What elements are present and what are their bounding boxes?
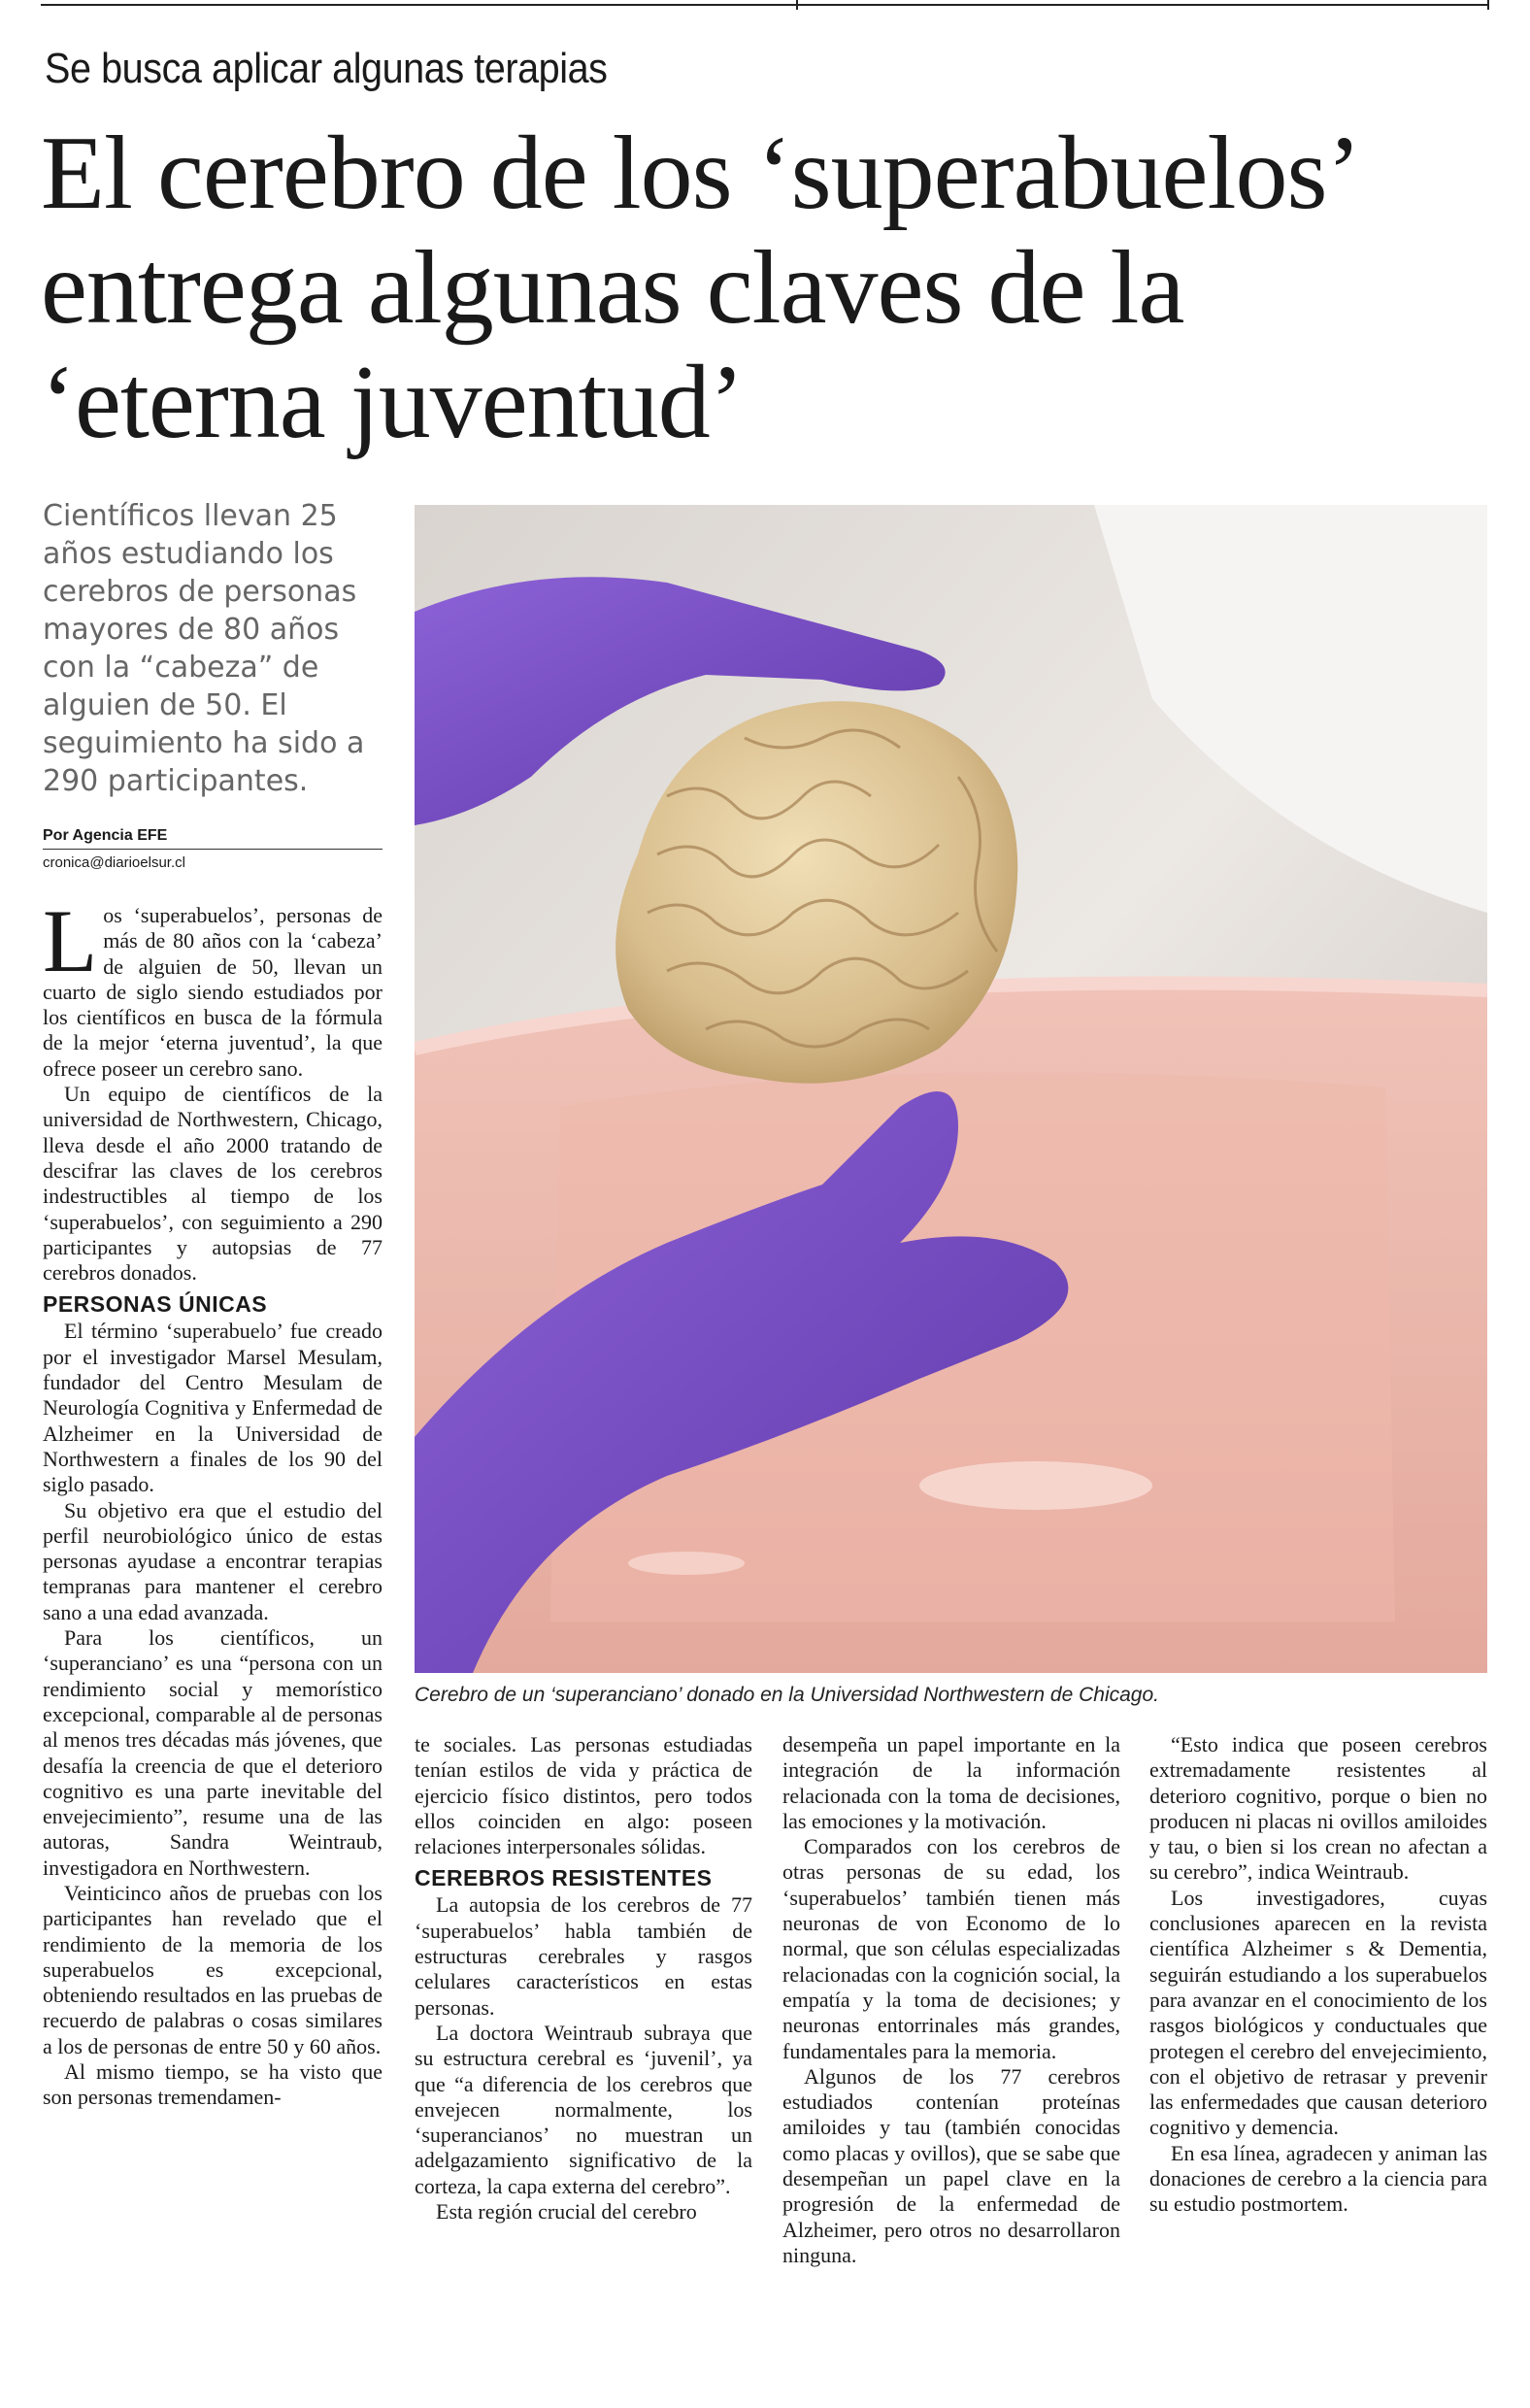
article-paragraph: Algunos de los 77 cerebros estudiados contenían proteínas amiloides y tau (también conocidas como placas y ovillos), que se sabe que desempeñan un papel clave en la progresión de la enfermedad de Alzheimer, pero otros no desarrollaron ninguna.: [782, 2063, 1120, 2267]
headline-line-1: El cerebro de los ‘superabuelos’: [41, 116, 1361, 231]
photo-caption: Cerebro de un ‘superanciano’ donado en la Universidad Northwestern de Chicago.: [415, 1684, 1159, 1706]
headline: [41, 117, 1497, 460]
article-paragraph: te sociales. Las personas estudiadas tenían estilos de vida y práctica de ejercicio físico distintos, pero todos ellos coinciden en algo: poseen relaciones interpersonales sólidas.: [415, 1732, 752, 1859]
article-paragraph: En esa línea, agradecen y animan las donaciones de cerebro a la ciencia para su estudio postmortem.: [1149, 2140, 1487, 2217]
article-paragraph: Veinticinco años de pruebas con los participantes han revelado que el rendimiento de la memoria de los superabuelos es excepcional, obteniendo resultados en las pruebas de recuerdo de palabras o cosas similares a los de personas de entre 50 y 60 años.: [43, 1880, 382, 2058]
kicker: Se busca aplicar algunas terapias: [45, 45, 608, 92]
brain-photo: [415, 505, 1487, 1673]
article-paragraph: Su objetivo era que el estudio del perfil neurobiológico único de estas personas ayudase a encontrar terapias tempranas para mantener el cerebro sano a una edad avanzada.: [43, 1497, 382, 1624]
drop-cap: L: [43, 891, 98, 990]
article-paragraph: Esta región crucial del cerebro: [436, 2199, 697, 2224]
section-heading: CEREBROS RESISTENTES: [415, 1865, 713, 1891]
article-paragraph: El término ‘superabuelo’ fue creado por el investigador Marsel Mesulam, fundador del Centro Mesulam de Neurología Cognitiva y Enfermedad de Alzheimer en la Universidad de Northwestern a finales de los 90 del siglo pasado.: [43, 1319, 382, 1497]
byline: Por Agencia EFE: [43, 827, 382, 850]
article-paragraph: Comparados con los cerebros de otras personas de su edad, los ‘superabuelos’ también tienen más neuronas de von Economo de lo normal, que son células especializadas relacionadas con la cognición social, la empatía y la toma de decisiones; y neuronas entorrinales más grandes, fundamentales para la memoria.: [782, 1834, 1120, 2063]
article-paragraph: La doctora Weintraub subraya que su estructura cerebral es ‘juvenil’, ya que “a diferencia de los cerebros que envejecen normalmente, los ‘superancianos’ no muestran un adelgazamiento significativo de la corteza, la capa externa del cerebro”.: [415, 2020, 752, 2198]
author-email: cronica@diarioelsur.cl: [43, 854, 185, 871]
article-paragraph: La autopsia de los cerebros de 77 ‘superabuelos’ habla también de estructuras cerebrales y rasgos celulares característicos en estas personas.: [415, 1892, 752, 2020]
section-heading: PERSONAS ÚNICAS: [43, 1291, 268, 1318]
article-paragraph: Para los científicos, un ‘superanciano’ es una “persona con un rendimiento social y memorístico excepcional, comparable al de personas al menos tres décadas más jóvenes, que desafía la creencia de que el deterioro cognitivo es una parte inevitable del envejecimiento”, resume una de las autoras, Sandra Weintraub, investigadora en Northwestern.: [43, 1625, 382, 1880]
article-paragraph: Los investigadores, cuyas conclusiones aparecen en la revista científica Alzheimer s & Dementia, seguirán estudiando a los superabuelos para avanzar en el conocimiento de los rasgos biológicos y conductuales que protegen el cerebro del envejecimiento, con el objetivo de retrasar y prevenir las enfermedades que causan deterioro cognitivo y demencia.: [1149, 1885, 1487, 2140]
headline-line-3: ‘eterna juventud’: [41, 345, 744, 460]
article-paragraph: “Esto indica que poseen cerebros extremadamente resistentes al deterioro cognitivo, porque o bien no producen ni placas ni ovillos amiloides y tau, o bien si los crean no afectan a su cerebro”, indica Weintraub.: [1149, 1732, 1487, 1885]
top-rule: [0, 0, 1530, 10]
article-paragraph: desempeña un papel importante en la integración de la información relacionada con la toma de decisiones, las emociones y la motivación.: [782, 1732, 1120, 1833]
article-column-1: [43, 891, 382, 2111]
deck: Científicos llevan 25 años estudiando los cerebros de personas mayores de 80 años con la “cabeza” de alguien de 50. El seguimiento ha sido a 290 participantes.: [43, 499, 365, 798]
article-column-3: [782, 1732, 1120, 2268]
article-column-4: [1149, 1732, 1487, 2218]
article-paragraph: Los ‘superabuelos’, personas de más de 80 años con la ‘cabeza’ de alguien de 50, llevan un cuarto de siglo siendo estudiados por los científicos en busca de la fórmula de la mejor ‘eterna juventud’, la que ofrece poseer un cerebro sano.: [43, 891, 382, 1081]
article-paragraph: Un equipo de científicos de la universidad de Northwestern, Chicago, lleva desde el año 2000 tratando de descifrar las claves de los cerebros indestructibles al tiempo de los ‘superabuelos’, con seguimiento a 290 participantes y autopsias de 77 cerebros donados.: [43, 1082, 382, 1286]
headline-line-2: entrega algunas claves de la: [41, 230, 1184, 346]
article-column-2: [415, 1732, 752, 2224]
article-paragraph: Al mismo tiempo, se ha visto que son personas tremendamen-: [43, 2059, 382, 2110]
